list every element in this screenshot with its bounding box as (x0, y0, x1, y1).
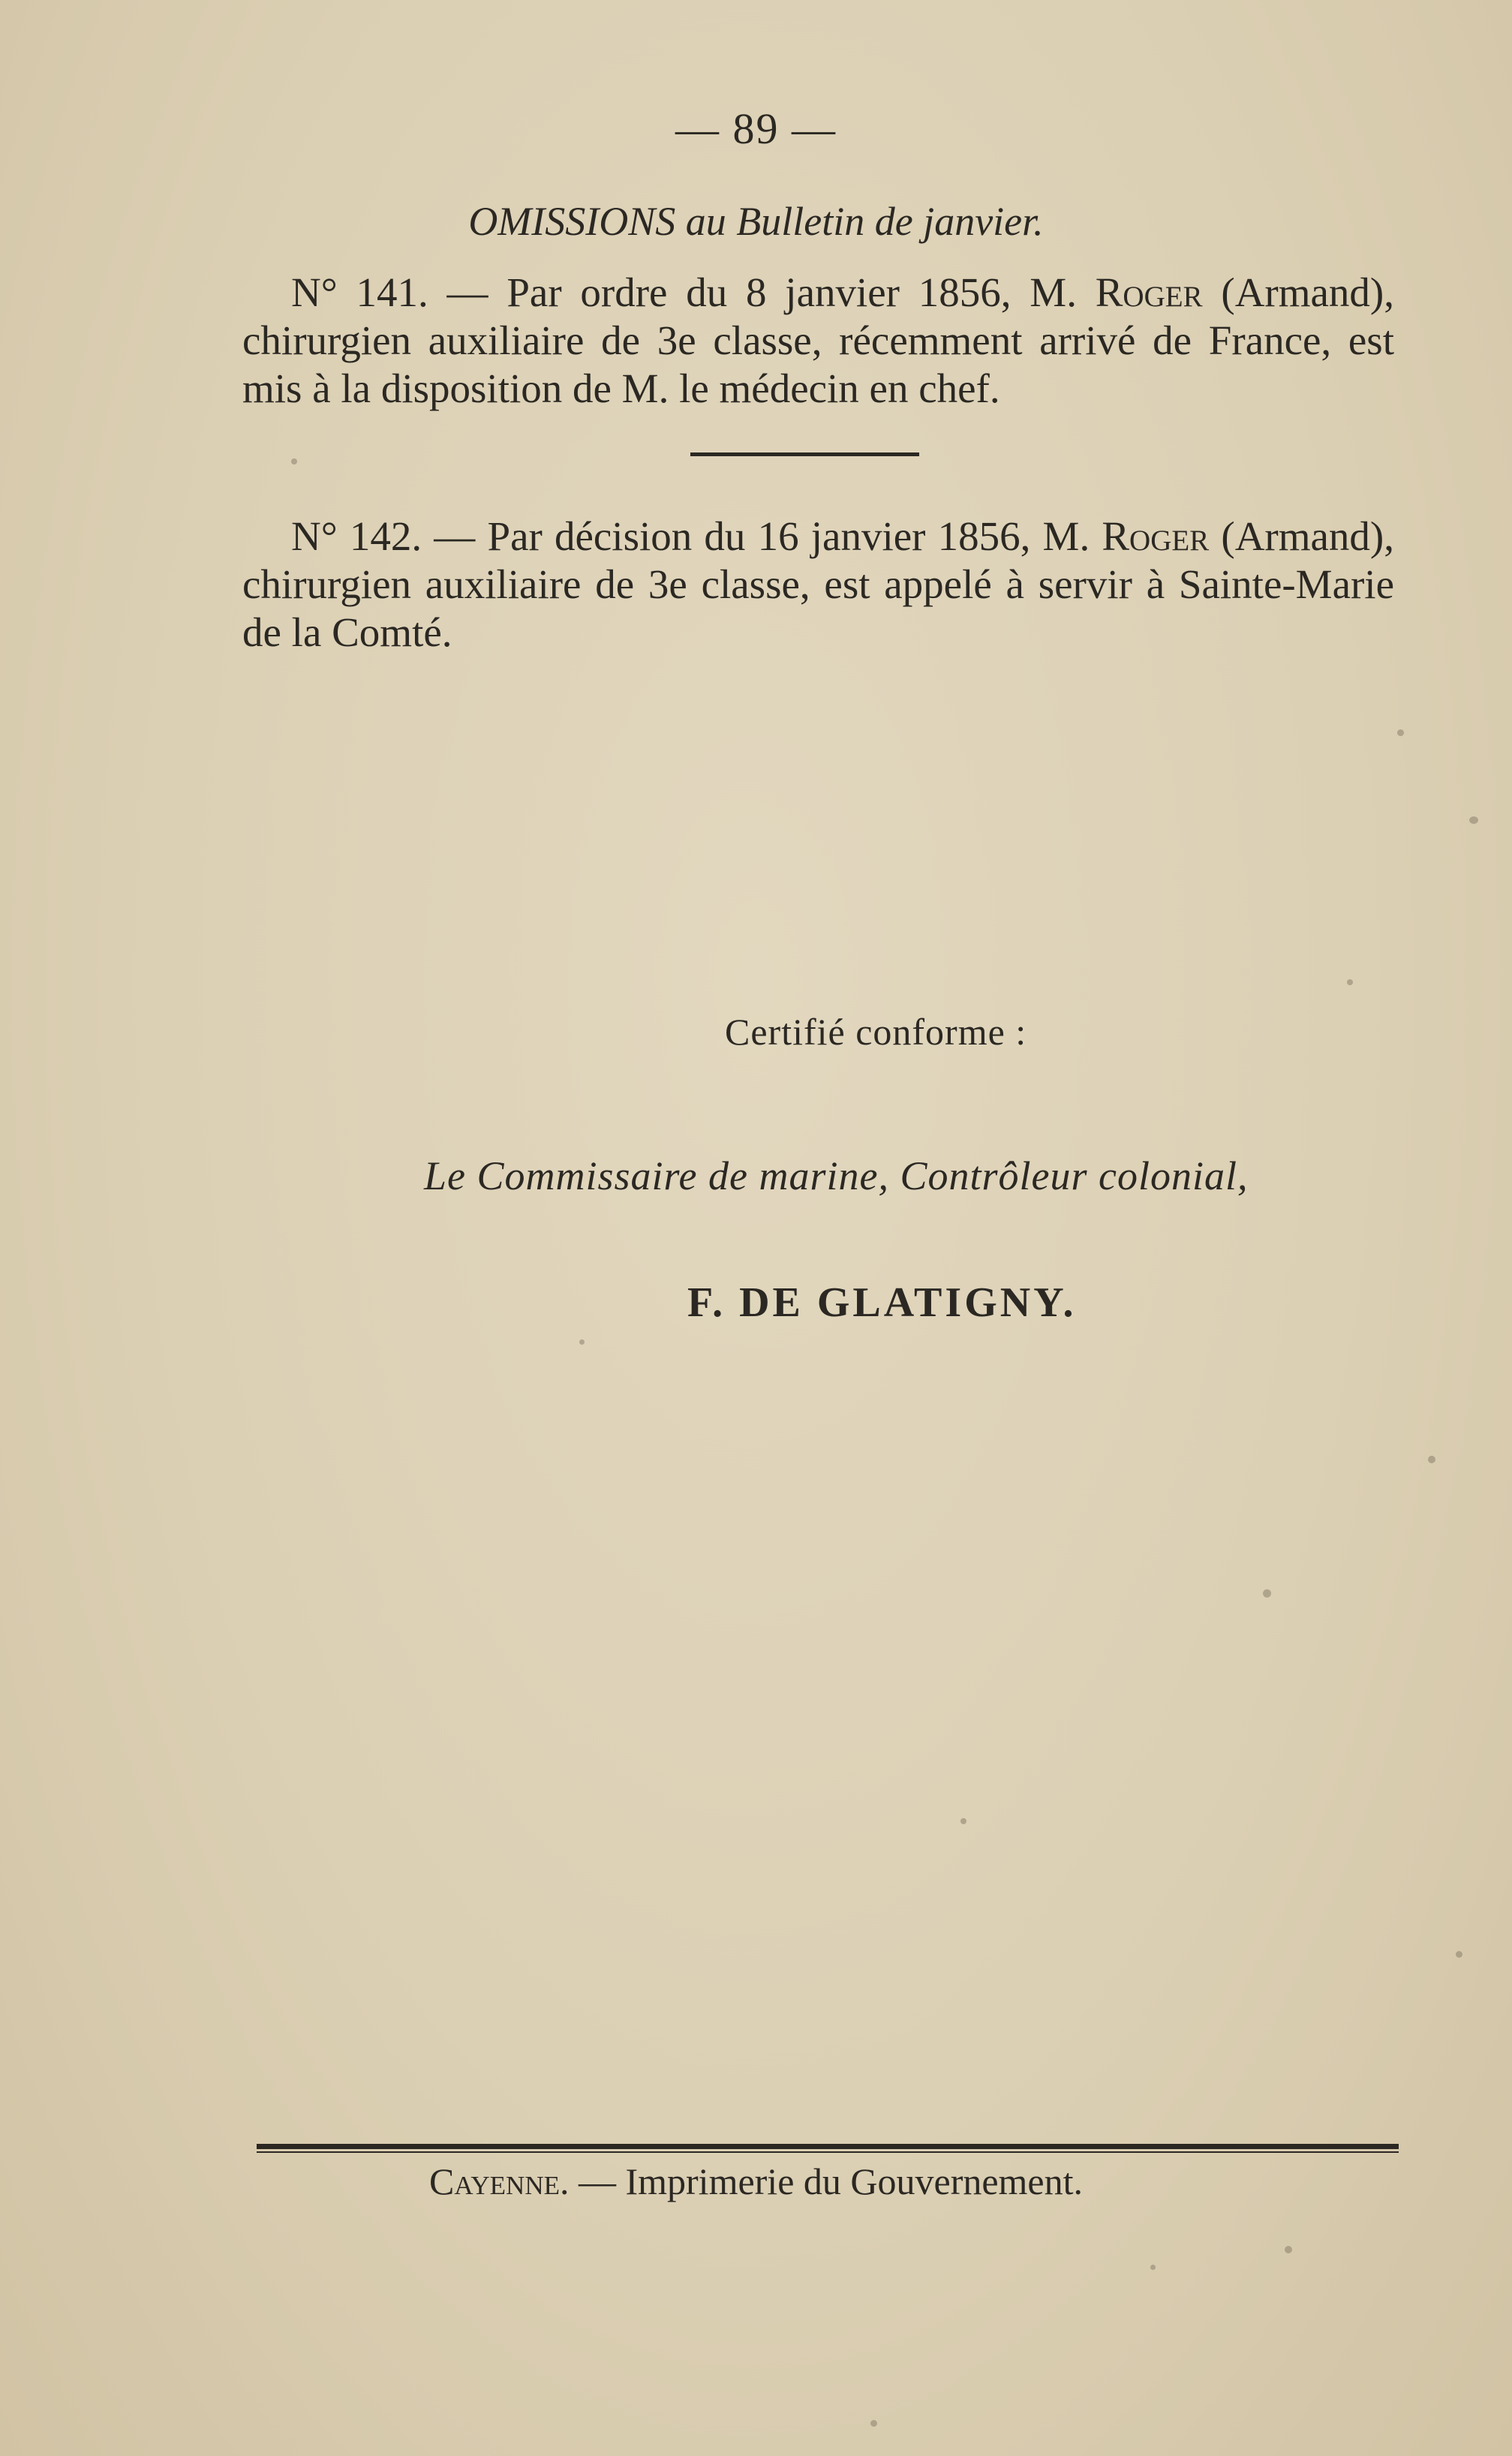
section-title: OMISSIONS au Bulletin de janvier. (468, 199, 1044, 244)
entry-person-name: Roger (1102, 513, 1210, 559)
paper-speck (960, 1818, 966, 1824)
certification-label: Certifié conforme : (725, 1011, 1027, 1053)
entry-person-name: Roger (1095, 269, 1203, 315)
entry-number: N° 142. (291, 513, 422, 559)
paper-speck (579, 1339, 585, 1345)
paper-speck (1263, 1589, 1271, 1598)
separator-rule (690, 452, 919, 456)
paper-speck (1285, 2246, 1292, 2253)
paper-speck (1150, 2265, 1156, 2270)
entry-text-before-name: — Par ordre du 8 janvier 1856, M. (428, 269, 1096, 315)
certification-title: Le Commissaire de marine, Contrôleur colonial, (424, 1153, 1249, 1198)
entry-number: N° 141. (291, 269, 428, 315)
footer-rule-thin (257, 2151, 1399, 2153)
paper-speck (870, 2420, 877, 2427)
entry-142 (242, 513, 1394, 657)
paper-speck (291, 458, 297, 464)
paper-speck (1456, 1951, 1462, 1958)
printer-imprint (0, 2160, 1512, 2203)
page-number: — 89 — (675, 104, 837, 153)
imprint-place: Cayenne. (428, 2160, 570, 2202)
paper-speck (1397, 729, 1404, 736)
entry-141 (242, 269, 1394, 413)
imprint-text: — Imprimerie du Gouvernement. (569, 2160, 1084, 2202)
entry-text-after-name: (Armand), chirurgien auxiliaire de 3e classe, récemment arrivé de France, est mis à la disposition de M. le médecin en chef. (242, 269, 1394, 411)
paper-speck (1347, 979, 1353, 985)
paper-speck (1428, 1456, 1435, 1463)
signatory-name: F. DE GLATIGNY. (687, 1279, 1077, 1326)
footer-rule-thick (257, 2144, 1399, 2149)
entry-text-after-name: (Armand), chirurgien auxiliaire de 3e classe, est appelé à servir à Sainte-Marie de la Comté. (242, 513, 1394, 655)
paper-speck (1469, 816, 1478, 824)
entry-text-before-name: — Par décision du 16 janvier 1856, M. (422, 513, 1102, 559)
